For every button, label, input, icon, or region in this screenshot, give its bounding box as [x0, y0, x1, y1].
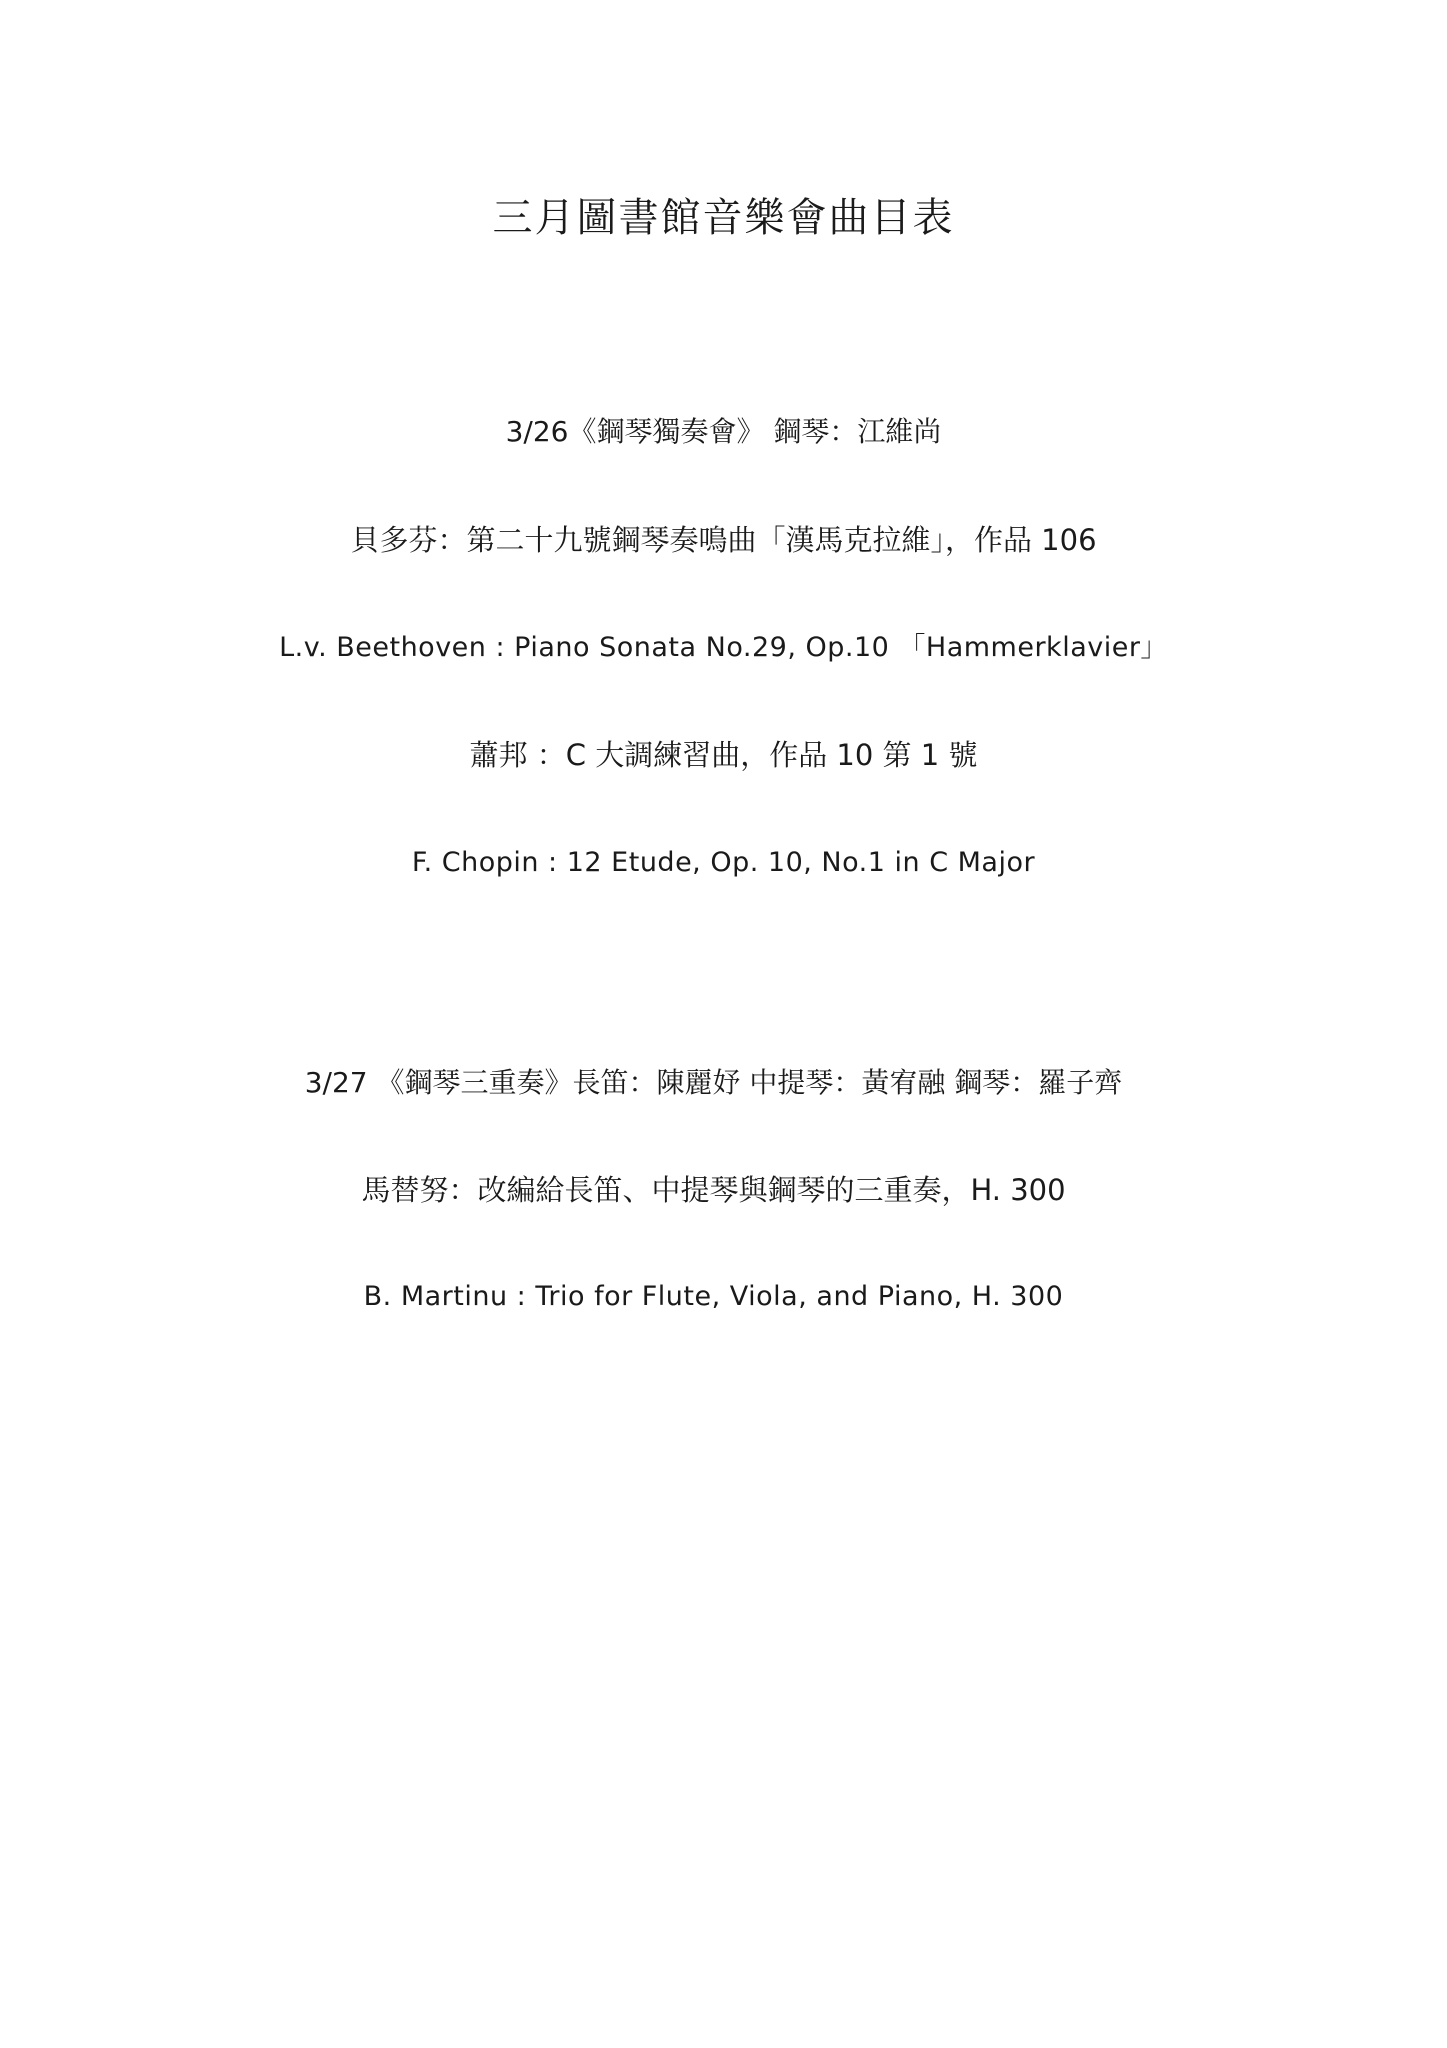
concert-1-piece-1-chinese: 貝多芬：第二十九號鋼琴奏鳴曲「漢馬克拉維」，作品 106: [350, 523, 1097, 557]
concert-1-piece-2-english: F. Chopin : 12 Etude, Op. 10, No.1 in C Major: [411, 847, 1036, 878]
concert-2-piece-1-chinese: 馬替努：改編給長笛、中提琴與鋼琴的三重奏，H. 300: [361, 1173, 1066, 1207]
concert-1-heading: 3/26《鋼琴獨奏會》 鋼琴：江維尚: [505, 415, 942, 448]
concert-2-heading: 3/27 《鋼琴三重奏》長笛：陳麗妤 中提琴：黃宥融 鋼琴：羅子齊: [304, 1066, 1123, 1099]
concert-1-piece-2-chinese: 蕭邦 ：C 大調練習曲，作品 10 第 1 號: [469, 738, 978, 772]
concert-2-piece-1-english: B. Martinu : Trio for Flute, Viola, and Piano, H. 300: [363, 1281, 1064, 1312]
page-title: 三月圖書館音樂會曲目表: [492, 195, 955, 241]
concert-1-piece-1-english: L.v. Beethoven : Piano Sonata No.29, Op.10 「Hammerklavier」: [279, 632, 1168, 663]
